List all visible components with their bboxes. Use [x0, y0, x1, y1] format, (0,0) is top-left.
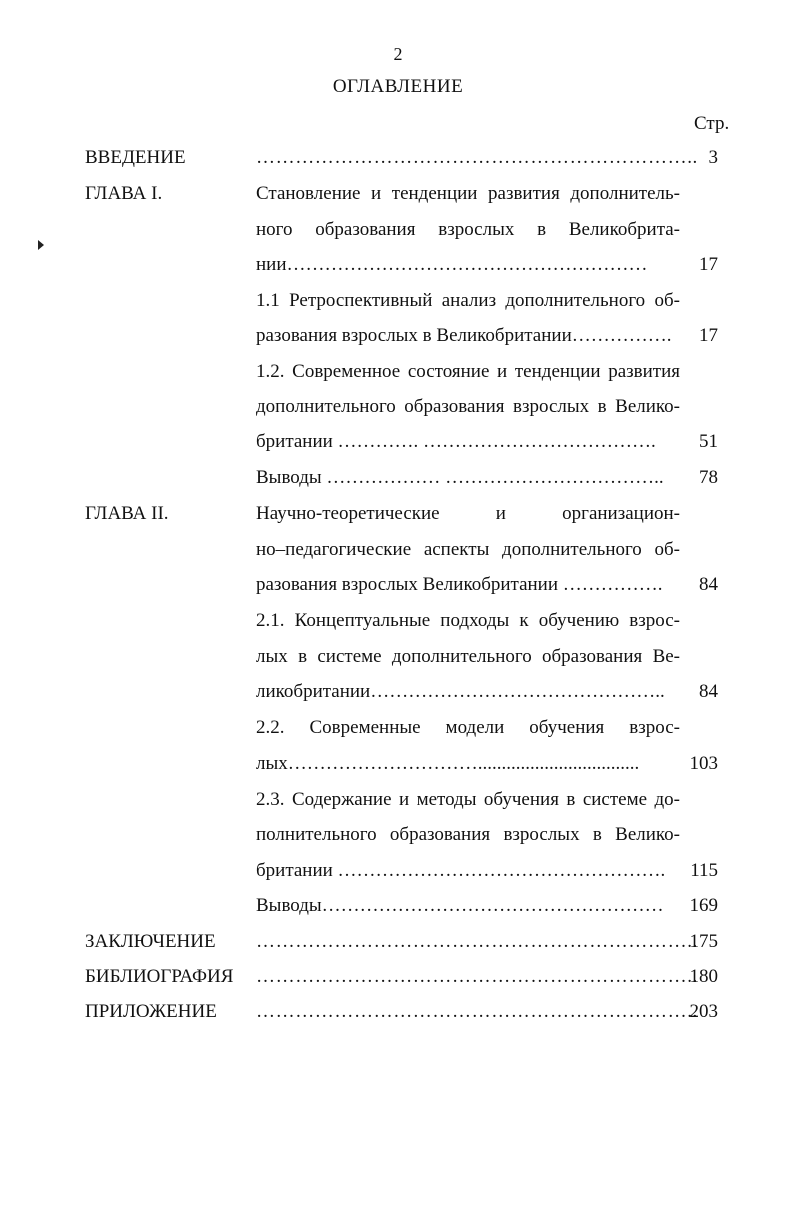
- toc-leader-dots: …………………………………………………………..: [256, 147, 698, 168]
- toc-entry-text: но–педагогические аспекты дополнительного об-: [256, 539, 680, 560]
- toc-entry-appendix: [0, 998, 796, 1026]
- toc-entry-line: [0, 571, 796, 599]
- toc-entry-text: 2.2. Современные модели обучения взрос-: [256, 717, 680, 738]
- toc-entry-conclusion: [0, 928, 796, 956]
- toc-page-number: 84: [699, 681, 718, 702]
- toc-page-number: 51: [699, 431, 718, 452]
- toc-entry-text: разования взрослых Великобритании …………….: [256, 574, 663, 595]
- toc-entry-line: [0, 643, 796, 671]
- toc-entry-section-1-1: [0, 287, 796, 315]
- toc-leader-dots: …………………………………………………………..: [256, 931, 698, 952]
- toc-entry-text: Выводы………………………………………………: [256, 895, 664, 916]
- toc-entry-section-2-1: [0, 607, 796, 635]
- toc-entry-label: ВВЕДЕНИЕ: [85, 147, 186, 168]
- pages-column-header: Стр.: [694, 113, 730, 134]
- toc-entry-text: нии…………………………………………………: [256, 254, 648, 275]
- toc-page-number: 180: [689, 966, 718, 987]
- toc-entry-text: Выводы ……………… ……………………………..: [256, 467, 664, 488]
- toc-entry-section-2-2: [0, 714, 796, 742]
- toc-page-number: 103: [689, 753, 718, 774]
- toc-entry-line: [0, 857, 796, 885]
- toc-entry-text: лых…………………………..................................: [256, 753, 640, 774]
- toc-entry-conclusions-2: [0, 892, 796, 920]
- toc-entry-text: Научно-теоретические и организацион-: [256, 503, 680, 524]
- toc-page-number: 115: [690, 860, 718, 881]
- toc-entry-section-2-3: [0, 786, 796, 814]
- toc-leader-dots: …………………………………………………………..: [256, 966, 698, 987]
- toc-page-number: 84: [699, 574, 718, 595]
- toc-entry-line: [0, 216, 796, 244]
- toc-entry-text: британии …………………………………………….: [256, 860, 666, 881]
- toc-entry-conclusions-1: [0, 464, 796, 492]
- toc-page-number: 175: [689, 931, 718, 952]
- toc-entry-line: [0, 322, 796, 350]
- toc-entry-line: [0, 678, 796, 706]
- toc-entry-line: [0, 428, 796, 456]
- toc-page-number: 17: [699, 254, 718, 275]
- toc-page-number: 203: [689, 1001, 718, 1022]
- toc-entry-label: ЗАКЛЮЧЕНИЕ: [85, 931, 216, 952]
- toc-entry-introduction: [0, 144, 796, 172]
- page-title: ОГЛАВЛЕНИЕ: [332, 76, 464, 97]
- toc-entry-text: ного образования взрослых в Великобрита-: [256, 219, 680, 240]
- toc-entry-text: 1.1 Ретроспективный анализ дополнительного об-: [256, 290, 680, 311]
- toc-entry-label: ПРИЛОЖЕНИЕ: [85, 1001, 217, 1022]
- toc-entry-text: 2.1. Концептуальные подходы к обучению взрос-: [256, 610, 680, 631]
- toc-entry-text: британии …………. ……………………………….: [256, 431, 656, 452]
- toc-entry-text: 1.2. Современное состояние и тенденции развития: [256, 361, 680, 382]
- toc-entry-line: [0, 251, 796, 279]
- toc-entry-text: 2.3. Содержание и методы обучения в системе до-: [256, 789, 680, 810]
- toc-page-number: 17: [699, 325, 718, 346]
- toc-entry-line: [0, 750, 796, 778]
- toc-page-number: 78: [699, 467, 718, 488]
- toc-entry-chapter-2: [0, 500, 796, 528]
- toc-leader-dots: …………………………………………………………..: [256, 1001, 698, 1022]
- toc-page-number: 3: [708, 147, 718, 168]
- toc-entry-label: ГЛАВА II.: [85, 503, 169, 524]
- toc-entry-text: ликобритании………………………………………..: [256, 681, 665, 702]
- toc-entry-text: разования взрослых в Великобритании…………….: [256, 325, 672, 346]
- toc-entry-label: БИБЛИОГРАФИЯ: [85, 966, 234, 987]
- page-number: 2: [393, 44, 403, 64]
- toc-entry-line: [0, 393, 796, 421]
- toc-entry-chapter-1: [0, 180, 796, 208]
- toc-page-number: 169: [689, 895, 718, 916]
- toc-entry-text: полнительного образования взрослых в Велико-: [256, 824, 680, 845]
- toc-entry-line: [0, 821, 796, 849]
- toc-entry-bibliography: [0, 963, 796, 991]
- toc-entry-text: лых в системе дополнительного образования Ве-: [256, 646, 680, 667]
- toc-entry-section-1-2: [0, 358, 796, 386]
- toc-entry-line: [0, 536, 796, 564]
- toc-entry-text: Становление и тенденции развития дополнитель-: [256, 183, 680, 204]
- toc-entry-label: ГЛАВА I.: [85, 183, 163, 204]
- toc-entry-text: дополнительного образования взрослых в Велико-: [256, 396, 680, 417]
